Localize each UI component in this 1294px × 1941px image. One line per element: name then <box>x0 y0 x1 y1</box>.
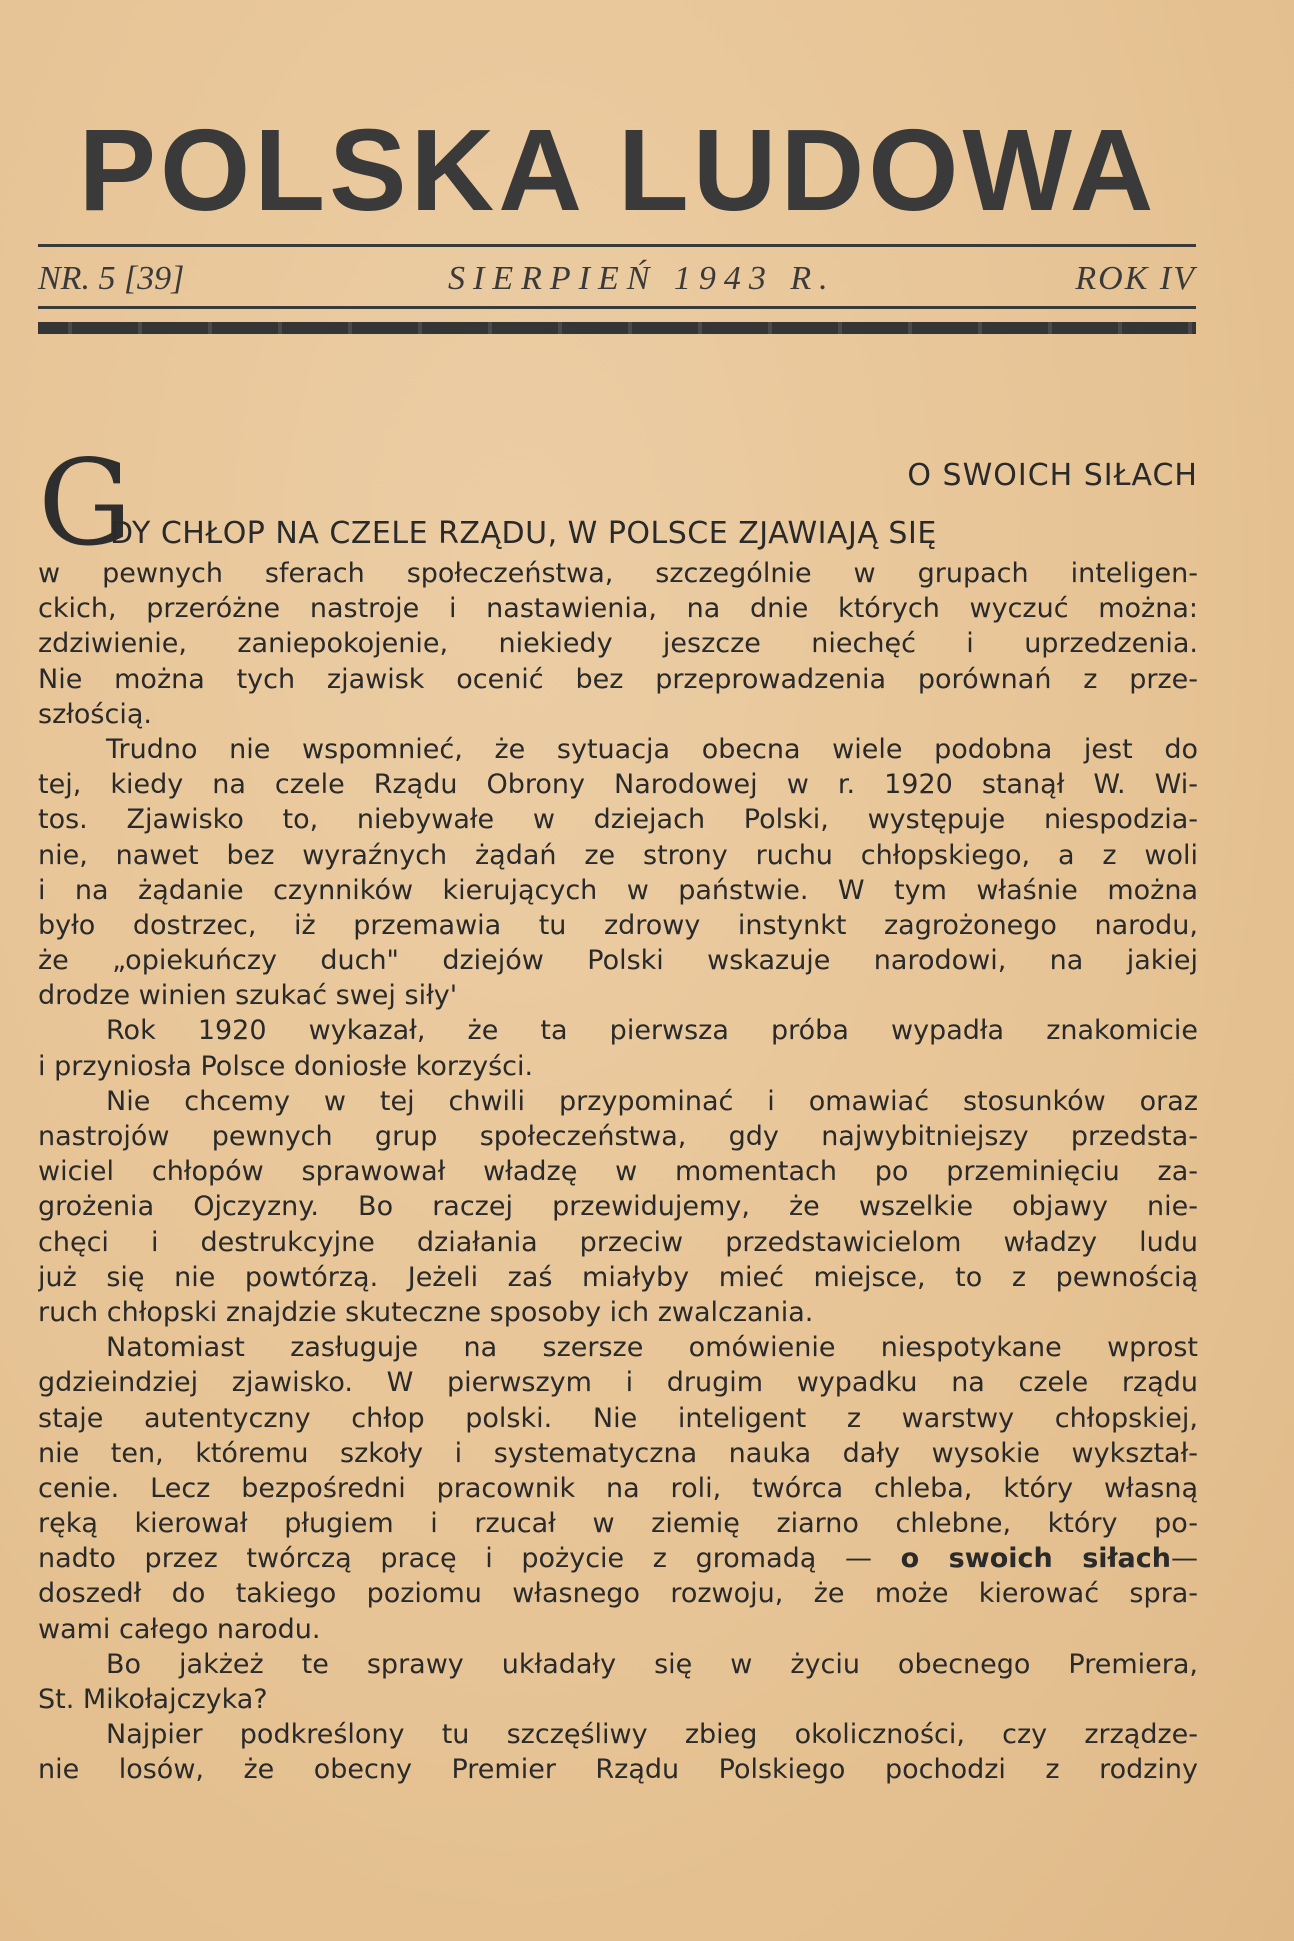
article-body <box>38 556 1198 1788</box>
body-line: Nie można tych zjawisk ocenić bez przeprowadzenia porównań z prze- <box>38 663 1198 695</box>
body-line: Najpier podkreślony tu szczęśliwy zbieg okoliczności, czy zrządze- <box>106 1719 1198 1751</box>
body-line: że „opiekuńczy duch" dziejów Polski wskazuje narodowi, na jakiej <box>38 945 1198 977</box>
body-line: zdziwienie, zaniepokojenie, niekiedy jeszcze niechęć i uprzedzenia. <box>38 628 1198 660</box>
body-line: w pewnych sferach społeczeństwa, szczególnie w grupach inteligen- <box>38 558 1198 589</box>
issue-number: NR. 5 [39] <box>38 260 185 297</box>
body-line: nie ten, któremu szkoły i systematyczna nauka dały wysokie wykształ- <box>38 1437 1198 1469</box>
body-line: staje autentyczny chłop polski. Nie inteligent z warstwy chłopskiej, <box>38 1402 1198 1434</box>
middle-rule <box>38 306 1196 309</box>
body-line: doszedł do takiego poziomu własnego rozwoju, że może kierować spra- <box>38 1578 1198 1610</box>
issue-info <box>38 260 1196 300</box>
body-line: Bo jakżeż te sprawy układały się w życiu obecnego Premiera, <box>106 1648 1198 1680</box>
body-line: chęci i destrukcyjne działania przeciw przedstawicielom władzy ludu <box>38 1226 1198 1258</box>
body-line: wami całego narodu. <box>38 1613 321 1645</box>
drop-cap: G <box>38 434 133 572</box>
body-line: i na żądanie czynników kierujących w państwie. W tym właśnie można <box>38 874 1198 906</box>
body-line: ręką kierował pługiem i rzucał w ziemię ziarno chlebne, który po- <box>38 1508 1198 1540</box>
body-line: ruch chłopski znajdzie skuteczne sposoby ich zwalczania. <box>38 1296 814 1328</box>
issue-year: ROK IV <box>1075 260 1196 297</box>
top-rule <box>38 244 1196 247</box>
body-line: drodze winien szukać swej siły' <box>38 980 458 1012</box>
body-line: Nie chcemy w tej chwili przypominać i omawiać stosunków oraz <box>106 1085 1198 1117</box>
body-line: Rok 1920 wykazał, że ta pierwsza próba wypadła znakomicie <box>106 1015 1198 1047</box>
body-line: cenie. Lecz bezpośredni pracownik na roli, twórca chleba, który własną <box>38 1472 1198 1504</box>
body-line: nie losów, że obecny Premier Rządu Polskiego pochodzi z rodziny <box>38 1754 1198 1786</box>
body-line: było dostrzec, iż przemawia tu zdrowy instynkt zagrożonego narodu, <box>38 909 1198 941</box>
body-line: już się nie powtórzą. Jeżeli zaś miałyby mieć miejsce, to z pewnością <box>38 1261 1198 1293</box>
body-line-emphasis <box>38 1541 1198 1576</box>
emphasis-dash: — <box>1171 1543 1198 1575</box>
issue-date: SIERPIEŃ 1943 R. <box>448 260 836 297</box>
body-line: nastrojów pewnych grup społeczeństwa, gdy najwybitniejszy przedsta- <box>38 1121 1198 1152</box>
article-lead: DY CHŁOP NA CZELE RZĄDU, W POLSCE ZJAWIAJĄ SIĘ <box>110 516 937 551</box>
bottom-rule <box>38 322 1196 334</box>
body-line: Trudno nie wspomnieć, że sytuacja obecna wiele podobna jest do <box>106 733 1198 765</box>
article-title: O SWOICH SIŁACH <box>907 458 1198 493</box>
body-line: gdzieindziej zjawisko. W pierwszym i drugim wypadku na czele rządu <box>38 1367 1198 1399</box>
body-line: nie, nawet bez wyraźnych żądań ze strony ruchu chłopskiego, a z woli <box>38 839 1198 871</box>
body-line-text: nadto przez twórczą pracę i pożycie z gromadą — <box>38 1543 901 1575</box>
body-line: tej, kiedy na czele Rządu Obrony Narodowej w r. 1920 stanął W. Wi- <box>38 769 1198 801</box>
body-line: tos. Zjawisko to, niebywałe w dziejach Polski, występuje niespodzia- <box>38 804 1198 836</box>
body-line: St. Mikołajczyka? <box>38 1684 268 1715</box>
body-line: grożenia Ojczyzny. Bo raczej przewidujemy, że wszelkie objawy nie- <box>38 1191 1198 1223</box>
body-line: szłością. <box>38 698 152 730</box>
body-line: i przyniosła Polsce doniosłe korzyści. <box>38 1050 534 1082</box>
emphasis-text: o swoich siłach <box>900 1543 1171 1575</box>
masthead-title: POLSKA LUDOWA <box>78 105 1158 235</box>
body-line: ckich, przeróżne nastroje i nastawienia, na dnie których wyczuć można: <box>38 593 1198 625</box>
body-line: wiciel chłopów sprawował władzę w momentach po przeminięciu za- <box>38 1156 1198 1188</box>
body-line: Natomiast zasługuje na szersze omówienie niespotykane wprost <box>106 1332 1198 1364</box>
